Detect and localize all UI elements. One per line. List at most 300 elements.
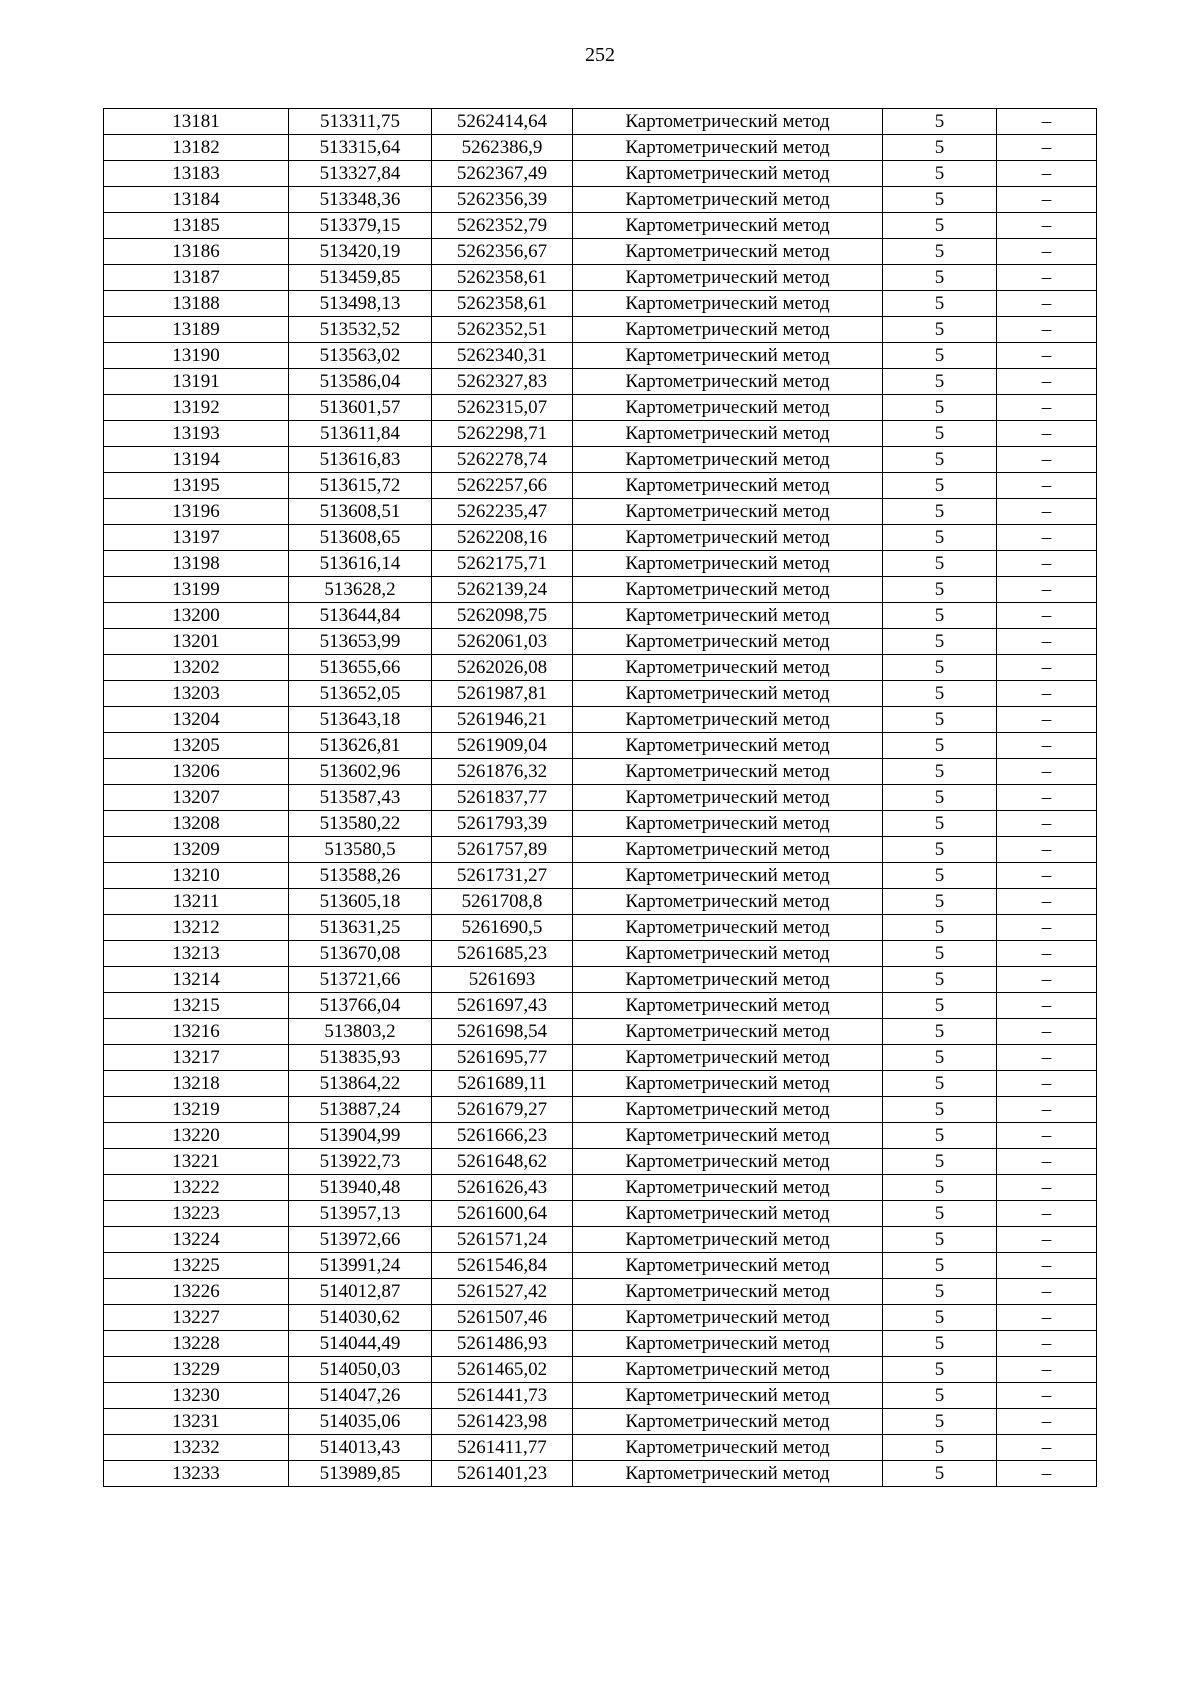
method-cell: Картометрический метод	[573, 135, 883, 161]
x-coordinate-cell: 513420,19	[289, 239, 432, 265]
note-cell: –	[997, 317, 1097, 343]
method-cell: Картометрический метод	[573, 1019, 883, 1045]
table-row	[104, 291, 1097, 317]
method-cell: Картометрический метод	[573, 629, 883, 655]
table-row	[104, 135, 1097, 161]
method-cell: Картометрический метод	[573, 109, 883, 135]
method-cell: Картометрический метод	[573, 239, 883, 265]
point-number-cell: 13204	[104, 707, 289, 733]
table-row	[104, 733, 1097, 759]
y-coordinate-cell: 5261685,23	[432, 941, 573, 967]
x-coordinate-cell: 514013,43	[289, 1435, 432, 1461]
y-coordinate-cell: 5261837,77	[432, 785, 573, 811]
method-cell: Картометрический метод	[573, 759, 883, 785]
point-number-cell: 13212	[104, 915, 289, 941]
y-coordinate-cell: 5262352,51	[432, 317, 573, 343]
table-row	[104, 941, 1097, 967]
note-cell: –	[997, 655, 1097, 681]
point-number-cell: 13220	[104, 1123, 289, 1149]
note-cell: –	[997, 681, 1097, 707]
point-number-cell: 13224	[104, 1227, 289, 1253]
x-coordinate-cell: 513608,51	[289, 499, 432, 525]
point-number-cell: 13233	[104, 1461, 289, 1487]
accuracy-cell: 5	[883, 343, 997, 369]
note-cell: –	[997, 1435, 1097, 1461]
point-number-cell: 13192	[104, 395, 289, 421]
y-coordinate-cell: 5261757,89	[432, 837, 573, 863]
method-cell: Картометрический метод	[573, 1227, 883, 1253]
method-cell: Картометрический метод	[573, 343, 883, 369]
point-number-cell: 13222	[104, 1175, 289, 1201]
accuracy-cell: 5	[883, 551, 997, 577]
y-coordinate-cell: 5261698,54	[432, 1019, 573, 1045]
note-cell: –	[997, 603, 1097, 629]
point-number-cell: 13230	[104, 1383, 289, 1409]
method-cell: Картометрический метод	[573, 421, 883, 447]
x-coordinate-cell: 513588,26	[289, 863, 432, 889]
x-coordinate-cell: 513379,15	[289, 213, 432, 239]
x-coordinate-cell: 513615,72	[289, 473, 432, 499]
accuracy-cell: 5	[883, 1175, 997, 1201]
accuracy-cell: 5	[883, 1071, 997, 1097]
x-coordinate-cell: 514035,06	[289, 1409, 432, 1435]
accuracy-cell: 5	[883, 837, 997, 863]
y-coordinate-cell: 5262367,49	[432, 161, 573, 187]
accuracy-cell: 5	[883, 1305, 997, 1331]
y-coordinate-cell: 5262278,74	[432, 447, 573, 473]
y-coordinate-cell: 5261690,5	[432, 915, 573, 941]
point-number-cell: 13195	[104, 473, 289, 499]
x-coordinate-cell: 513904,99	[289, 1123, 432, 1149]
point-number-cell: 13210	[104, 863, 289, 889]
table-row	[104, 993, 1097, 1019]
point-number-cell: 13206	[104, 759, 289, 785]
y-coordinate-cell: 5261441,73	[432, 1383, 573, 1409]
method-cell: Картометрический метод	[573, 967, 883, 993]
table-row	[104, 1305, 1097, 1331]
table-row	[104, 369, 1097, 395]
y-coordinate-cell: 5262356,67	[432, 239, 573, 265]
y-coordinate-cell: 5261697,43	[432, 993, 573, 1019]
accuracy-cell: 5	[883, 707, 997, 733]
point-number-cell: 13190	[104, 343, 289, 369]
y-coordinate-cell: 5262352,79	[432, 213, 573, 239]
point-number-cell: 13214	[104, 967, 289, 993]
y-coordinate-cell: 5262061,03	[432, 629, 573, 655]
point-number-cell: 13185	[104, 213, 289, 239]
accuracy-cell: 5	[883, 447, 997, 473]
point-number-cell: 13191	[104, 369, 289, 395]
note-cell: –	[997, 1357, 1097, 1383]
note-cell: –	[997, 1409, 1097, 1435]
x-coordinate-cell: 513315,64	[289, 135, 432, 161]
accuracy-cell: 5	[883, 941, 997, 967]
accuracy-cell: 5	[883, 239, 997, 265]
table-row	[104, 681, 1097, 707]
table-row	[104, 213, 1097, 239]
accuracy-cell: 5	[883, 473, 997, 499]
table-row	[104, 1071, 1097, 1097]
point-number-cell: 13215	[104, 993, 289, 1019]
method-cell: Картометрический метод	[573, 1071, 883, 1097]
note-cell: –	[997, 1019, 1097, 1045]
method-cell: Картометрический метод	[573, 1305, 883, 1331]
point-number-cell: 13227	[104, 1305, 289, 1331]
note-cell: –	[997, 993, 1097, 1019]
note-cell: –	[997, 1071, 1097, 1097]
accuracy-cell: 5	[883, 811, 997, 837]
y-coordinate-cell: 5262298,71	[432, 421, 573, 447]
x-coordinate-cell: 513616,14	[289, 551, 432, 577]
x-coordinate-cell: 513766,04	[289, 993, 432, 1019]
x-coordinate-cell: 513580,5	[289, 837, 432, 863]
method-cell: Картометрический метод	[573, 577, 883, 603]
method-cell: Картометрический метод	[573, 1435, 883, 1461]
note-cell: –	[997, 733, 1097, 759]
method-cell: Картометрический метод	[573, 447, 883, 473]
x-coordinate-cell: 513655,66	[289, 655, 432, 681]
method-cell: Картометрический метод	[573, 1123, 883, 1149]
point-number-cell: 13232	[104, 1435, 289, 1461]
x-coordinate-cell: 513803,2	[289, 1019, 432, 1045]
point-number-cell: 13193	[104, 421, 289, 447]
note-cell: –	[997, 1331, 1097, 1357]
point-number-cell: 13231	[104, 1409, 289, 1435]
y-coordinate-cell: 5262139,24	[432, 577, 573, 603]
method-cell: Картометрический метод	[573, 785, 883, 811]
x-coordinate-cell: 513311,75	[289, 109, 432, 135]
note-cell: –	[997, 811, 1097, 837]
x-coordinate-cell: 514012,87	[289, 1279, 432, 1305]
x-coordinate-cell: 513608,65	[289, 525, 432, 551]
method-cell: Картометрический метод	[573, 941, 883, 967]
method-cell: Картометрический метод	[573, 915, 883, 941]
method-cell: Картометрический метод	[573, 1045, 883, 1071]
note-cell: –	[997, 1461, 1097, 1487]
point-number-cell: 13186	[104, 239, 289, 265]
y-coordinate-cell: 5261987,81	[432, 681, 573, 707]
table-row	[104, 395, 1097, 421]
method-cell: Картометрический метод	[573, 317, 883, 343]
accuracy-cell: 5	[883, 525, 997, 551]
note-cell: –	[997, 369, 1097, 395]
x-coordinate-cell: 513563,02	[289, 343, 432, 369]
y-coordinate-cell: 5261546,84	[432, 1253, 573, 1279]
y-coordinate-cell: 5262358,61	[432, 265, 573, 291]
method-cell: Картометрический метод	[573, 161, 883, 187]
method-cell: Картометрический метод	[573, 1253, 883, 1279]
y-coordinate-cell: 5262386,9	[432, 135, 573, 161]
x-coordinate-cell: 513616,83	[289, 447, 432, 473]
accuracy-cell: 5	[883, 499, 997, 525]
accuracy-cell: 5	[883, 1383, 997, 1409]
note-cell: –	[997, 1097, 1097, 1123]
accuracy-cell: 5	[883, 395, 997, 421]
table-row	[104, 837, 1097, 863]
y-coordinate-cell: 5261695,77	[432, 1045, 573, 1071]
x-coordinate-cell: 513327,84	[289, 161, 432, 187]
x-coordinate-cell: 513602,96	[289, 759, 432, 785]
method-cell: Картометрический метод	[573, 187, 883, 213]
method-cell: Картометрический метод	[573, 1175, 883, 1201]
accuracy-cell: 5	[883, 1279, 997, 1305]
accuracy-cell: 5	[883, 135, 997, 161]
x-coordinate-cell: 513643,18	[289, 707, 432, 733]
note-cell: –	[997, 395, 1097, 421]
x-coordinate-cell: 513459,85	[289, 265, 432, 291]
y-coordinate-cell: 5261465,02	[432, 1357, 573, 1383]
x-coordinate-cell: 513957,13	[289, 1201, 432, 1227]
accuracy-cell: 5	[883, 213, 997, 239]
point-number-cell: 13226	[104, 1279, 289, 1305]
method-cell: Картометрический метод	[573, 889, 883, 915]
x-coordinate-cell: 514047,26	[289, 1383, 432, 1409]
point-number-cell: 13208	[104, 811, 289, 837]
note-cell: –	[997, 837, 1097, 863]
point-number-cell: 13207	[104, 785, 289, 811]
point-number-cell: 13211	[104, 889, 289, 915]
x-coordinate-cell: 514044,49	[289, 1331, 432, 1357]
note-cell: –	[997, 343, 1097, 369]
note-cell: –	[997, 629, 1097, 655]
y-coordinate-cell: 5262340,31	[432, 343, 573, 369]
x-coordinate-cell: 513580,22	[289, 811, 432, 837]
x-coordinate-cell: 513587,43	[289, 785, 432, 811]
accuracy-cell: 5	[883, 681, 997, 707]
accuracy-cell: 5	[883, 421, 997, 447]
method-cell: Картометрический метод	[573, 551, 883, 577]
point-number-cell: 13198	[104, 551, 289, 577]
y-coordinate-cell: 5261693	[432, 967, 573, 993]
table-row	[104, 915, 1097, 941]
point-number-cell: 13203	[104, 681, 289, 707]
note-cell: –	[997, 109, 1097, 135]
method-cell: Картометрический метод	[573, 395, 883, 421]
accuracy-cell: 5	[883, 109, 997, 135]
note-cell: –	[997, 1201, 1097, 1227]
x-coordinate-cell: 513601,57	[289, 395, 432, 421]
method-cell: Картометрический метод	[573, 1383, 883, 1409]
x-coordinate-cell: 513887,24	[289, 1097, 432, 1123]
table-row	[104, 603, 1097, 629]
note-cell: –	[997, 941, 1097, 967]
x-coordinate-cell: 514050,03	[289, 1357, 432, 1383]
point-number-cell: 13221	[104, 1149, 289, 1175]
note-cell: –	[997, 239, 1097, 265]
x-coordinate-cell: 513348,36	[289, 187, 432, 213]
x-coordinate-cell: 513652,05	[289, 681, 432, 707]
y-coordinate-cell: 5261946,21	[432, 707, 573, 733]
note-cell: –	[997, 1383, 1097, 1409]
point-number-cell: 13184	[104, 187, 289, 213]
method-cell: Картометрический метод	[573, 1279, 883, 1305]
table-row	[104, 1461, 1097, 1487]
table-row	[104, 187, 1097, 213]
accuracy-cell: 5	[883, 1409, 997, 1435]
method-cell: Картометрический метод	[573, 1097, 883, 1123]
y-coordinate-cell: 5261648,62	[432, 1149, 573, 1175]
y-coordinate-cell: 5261507,46	[432, 1305, 573, 1331]
accuracy-cell: 5	[883, 1097, 997, 1123]
point-number-cell: 13202	[104, 655, 289, 681]
note-cell: –	[997, 291, 1097, 317]
method-cell: Картометрический метод	[573, 499, 883, 525]
point-number-cell: 13217	[104, 1045, 289, 1071]
table-row	[104, 1279, 1097, 1305]
accuracy-cell: 5	[883, 915, 997, 941]
accuracy-cell: 5	[883, 187, 997, 213]
note-cell: –	[997, 135, 1097, 161]
y-coordinate-cell: 5261708,8	[432, 889, 573, 915]
table-row	[104, 759, 1097, 785]
table-row	[104, 811, 1097, 837]
table-row	[104, 1123, 1097, 1149]
method-cell: Картометрический метод	[573, 291, 883, 317]
point-number-cell: 13199	[104, 577, 289, 603]
point-number-cell: 13228	[104, 1331, 289, 1357]
y-coordinate-cell: 5262235,47	[432, 499, 573, 525]
x-coordinate-cell: 513721,66	[289, 967, 432, 993]
table-row	[104, 1175, 1097, 1201]
table-row	[104, 317, 1097, 343]
x-coordinate-cell: 513835,93	[289, 1045, 432, 1071]
accuracy-cell: 5	[883, 733, 997, 759]
method-cell: Картометрический метод	[573, 811, 883, 837]
table-row	[104, 109, 1097, 135]
note-cell: –	[997, 889, 1097, 915]
x-coordinate-cell: 513605,18	[289, 889, 432, 915]
accuracy-cell: 5	[883, 967, 997, 993]
table-row	[104, 655, 1097, 681]
accuracy-cell: 5	[883, 603, 997, 629]
note-cell: –	[997, 967, 1097, 993]
y-coordinate-cell: 5261411,77	[432, 1435, 573, 1461]
note-cell: –	[997, 1123, 1097, 1149]
table-row	[104, 551, 1097, 577]
method-cell: Картометрический метод	[573, 733, 883, 759]
y-coordinate-cell: 5261626,43	[432, 1175, 573, 1201]
y-coordinate-cell: 5262315,07	[432, 395, 573, 421]
method-cell: Картометрический метод	[573, 993, 883, 1019]
point-number-cell: 13187	[104, 265, 289, 291]
y-coordinate-cell: 5261486,93	[432, 1331, 573, 1357]
x-coordinate-cell: 513586,04	[289, 369, 432, 395]
accuracy-cell: 5	[883, 1461, 997, 1487]
y-coordinate-cell: 5262257,66	[432, 473, 573, 499]
point-number-cell: 13209	[104, 837, 289, 863]
point-number-cell: 13196	[104, 499, 289, 525]
y-coordinate-cell: 5262026,08	[432, 655, 573, 681]
table-row	[104, 889, 1097, 915]
accuracy-cell: 5	[883, 655, 997, 681]
y-coordinate-cell: 5261423,98	[432, 1409, 573, 1435]
table-row	[104, 1201, 1097, 1227]
point-number-cell: 13200	[104, 603, 289, 629]
y-coordinate-cell: 5262327,83	[432, 369, 573, 395]
point-number-cell: 13182	[104, 135, 289, 161]
x-coordinate-cell: 513922,73	[289, 1149, 432, 1175]
note-cell: –	[997, 1227, 1097, 1253]
accuracy-cell: 5	[883, 265, 997, 291]
method-cell: Картометрический метод	[573, 603, 883, 629]
accuracy-cell: 5	[883, 1149, 997, 1175]
x-coordinate-cell: 513628,2	[289, 577, 432, 603]
y-coordinate-cell: 5261876,32	[432, 759, 573, 785]
y-coordinate-cell: 5262208,16	[432, 525, 573, 551]
point-number-cell: 13223	[104, 1201, 289, 1227]
accuracy-cell: 5	[883, 785, 997, 811]
x-coordinate-cell: 513631,25	[289, 915, 432, 941]
note-cell: –	[997, 421, 1097, 447]
point-number-cell: 13225	[104, 1253, 289, 1279]
note-cell: –	[997, 213, 1097, 239]
table-row	[104, 239, 1097, 265]
accuracy-cell: 5	[883, 369, 997, 395]
method-cell: Картометрический метод	[573, 1357, 883, 1383]
note-cell: –	[997, 863, 1097, 889]
point-number-cell: 13181	[104, 109, 289, 135]
note-cell: –	[997, 525, 1097, 551]
accuracy-cell: 5	[883, 577, 997, 603]
y-coordinate-cell: 5261401,23	[432, 1461, 573, 1487]
accuracy-cell: 5	[883, 629, 997, 655]
point-number-cell: 13188	[104, 291, 289, 317]
point-number-cell: 13194	[104, 447, 289, 473]
table-row	[104, 785, 1097, 811]
point-number-cell: 13218	[104, 1071, 289, 1097]
table-row	[104, 629, 1097, 655]
x-coordinate-cell: 513670,08	[289, 941, 432, 967]
y-coordinate-cell: 5262358,61	[432, 291, 573, 317]
y-coordinate-cell: 5261679,27	[432, 1097, 573, 1123]
accuracy-cell: 5	[883, 1045, 997, 1071]
y-coordinate-cell: 5262175,71	[432, 551, 573, 577]
table-row	[104, 265, 1097, 291]
table-row	[104, 577, 1097, 603]
accuracy-cell: 5	[883, 759, 997, 785]
method-cell: Картометрический метод	[573, 655, 883, 681]
accuracy-cell: 5	[883, 1357, 997, 1383]
note-cell: –	[997, 447, 1097, 473]
method-cell: Картометрический метод	[573, 213, 883, 239]
table-row	[104, 863, 1097, 889]
note-cell: –	[997, 1305, 1097, 1331]
accuracy-cell: 5	[883, 1253, 997, 1279]
method-cell: Картометрический метод	[573, 1409, 883, 1435]
y-coordinate-cell: 5261909,04	[432, 733, 573, 759]
method-cell: Картометрический метод	[573, 1461, 883, 1487]
note-cell: –	[997, 1175, 1097, 1201]
table-row	[104, 499, 1097, 525]
note-cell: –	[997, 759, 1097, 785]
x-coordinate-cell: 513864,22	[289, 1071, 432, 1097]
point-number-cell: 13213	[104, 941, 289, 967]
table-row	[104, 1383, 1097, 1409]
table-row	[104, 1097, 1097, 1123]
accuracy-cell: 5	[883, 1201, 997, 1227]
table-row	[104, 707, 1097, 733]
point-number-cell: 13189	[104, 317, 289, 343]
method-cell: Картометрический метод	[573, 525, 883, 551]
accuracy-cell: 5	[883, 863, 997, 889]
note-cell: –	[997, 187, 1097, 213]
y-coordinate-cell: 5261571,24	[432, 1227, 573, 1253]
y-coordinate-cell: 5262414,64	[432, 109, 573, 135]
point-number-cell: 13205	[104, 733, 289, 759]
accuracy-cell: 5	[883, 1331, 997, 1357]
table-row	[104, 1019, 1097, 1045]
y-coordinate-cell: 5261731,27	[432, 863, 573, 889]
